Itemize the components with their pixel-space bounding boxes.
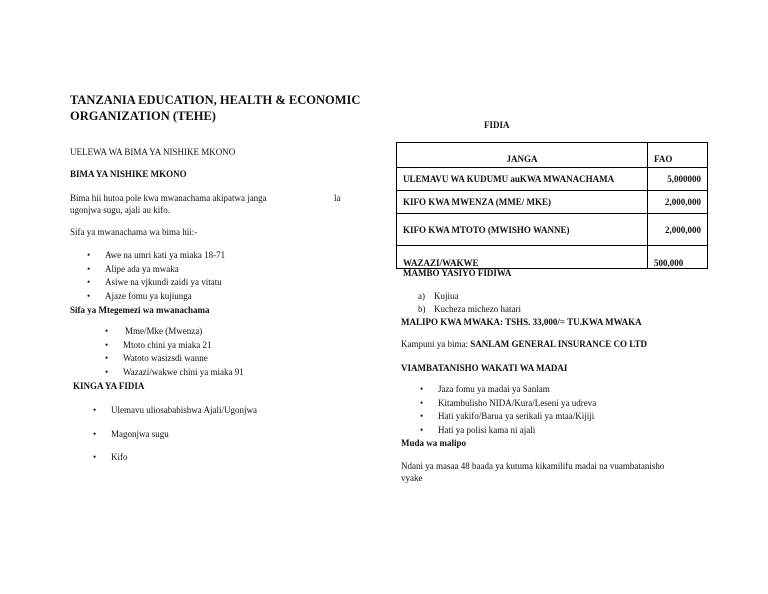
list-item: • Asiwe na vjkundi zaidi ya vitatu xyxy=(87,276,347,290)
kampuni-label: Kampuni ya bima: xyxy=(401,339,471,349)
table-cell: WAZAZI/WAKWE xyxy=(397,246,648,269)
viambatanisho-list xyxy=(420,383,720,437)
list-item: • Mtoto chini ya miaka 21 xyxy=(105,339,345,353)
table-cell: ULEMAVU WA KUDUMU auKWA MWANACHAMA xyxy=(397,168,648,191)
muda-text xyxy=(401,460,721,484)
list-item: b) Kucheza michezo hatari xyxy=(418,303,521,314)
list-item: • Hati yakifo/Barua ya serikali ya mtaa/Kijiji xyxy=(420,410,720,424)
list-item: • Hati ya polisi kama ni ajali xyxy=(420,424,720,438)
mtegemezi-heading: Sifa ya Mtegemezi wa mwanachama xyxy=(70,305,210,315)
table-row xyxy=(397,168,708,191)
bima-description xyxy=(70,192,360,216)
kampuni-line xyxy=(401,338,647,350)
description-line-2: ugonjwa sugu, ajali au kifo. xyxy=(70,205,170,215)
kinga-list xyxy=(93,404,353,465)
title-line-1: TANZANIA EDUCATION, HEALTH & ECONOMIC xyxy=(70,93,361,107)
table-cell: 2,000,000 xyxy=(648,214,708,246)
list-item: • Kitambulisho NIDA/Kura/Leseni ya udreva xyxy=(420,397,720,411)
kampuni-name: SANLAM GENERAL INSURANCE CO LTD xyxy=(470,339,647,349)
table-header-row xyxy=(397,143,708,168)
fidia-table xyxy=(396,142,708,269)
list-item: • Kifo xyxy=(93,451,353,465)
description-la: la xyxy=(334,193,341,203)
table-row xyxy=(397,246,708,269)
list-item: • Magonjwa sugu xyxy=(93,428,353,442)
sifa-list xyxy=(87,249,347,303)
bima-heading: BIMA YA NISHIKE MKONO xyxy=(70,169,187,179)
muda-heading: Muda wa malipo xyxy=(401,438,467,448)
mtegemezi-list xyxy=(105,325,345,379)
table-cell: 500,000 xyxy=(648,246,708,269)
list-item: • Ulemavu uliosababishwa Ajali/Ugonjwa xyxy=(93,404,353,418)
list-item: a) Kujiua xyxy=(418,291,459,301)
table-cell: KIFO KWA MWENZA (MME/ MKE) xyxy=(397,191,648,214)
list-item: • Wazazi/wakwe chini ya miaka 91 xyxy=(105,366,345,380)
document-title xyxy=(70,92,370,124)
table-cell: 5,000000 xyxy=(648,168,708,191)
list-item: • Jaza fomu ya madai ya Sanlam xyxy=(420,383,720,397)
column-header-janga: JANGA xyxy=(397,143,648,168)
table-cell: KIFO KWA MTOTO (MWISHO WANNE) xyxy=(397,214,648,246)
kinga-heading: KINGA YA FIDIA xyxy=(73,381,145,391)
description-line-1: Bima hii hutoa pole kwa mwanachama akipatwa janga xyxy=(70,193,267,203)
viambatanisho-heading: VIAMBATANISHO WAKATI WA MADAI xyxy=(401,363,568,373)
malipo-line: MALIPO KWA MWAKA: TSHS. 33,000/= TU.KWA MWAKA xyxy=(401,317,642,327)
list-item: • Mme/Mke (Mwenza) xyxy=(105,325,345,339)
fidia-title: FIDIA xyxy=(484,120,510,130)
muda-line-2: vyake xyxy=(401,473,423,483)
list-item: • Alipe ada ya mwaka xyxy=(87,263,347,277)
mambo-list xyxy=(418,290,521,315)
table-row xyxy=(397,214,708,246)
list-item: • Awe na umri kati ya miaka 18-71 xyxy=(87,249,347,263)
column-header-fao: FAO xyxy=(648,143,708,168)
table-row xyxy=(397,191,708,214)
table-cell: 2,000,000 xyxy=(648,191,708,214)
list-item: • Ajaze fomu ya kujiunga xyxy=(87,290,347,304)
title-line-2: ORGANIZATION (TEHE) xyxy=(70,109,216,123)
sifa-intro: Sifa ya mwanachama wa bima hii:- xyxy=(70,227,198,237)
mambo-heading: MAMBO YASIYO FIDIWA xyxy=(403,268,512,278)
uelewa-heading: UELEWA WA BIMA YA NISHIKE MKONO xyxy=(70,147,236,157)
muda-line-1: Ndani ya masaa 48 baada ya kutuma kikamilifu madai na vuambatanisho xyxy=(401,461,665,471)
list-item: • Watoto wasizsdi wanne xyxy=(105,352,345,366)
